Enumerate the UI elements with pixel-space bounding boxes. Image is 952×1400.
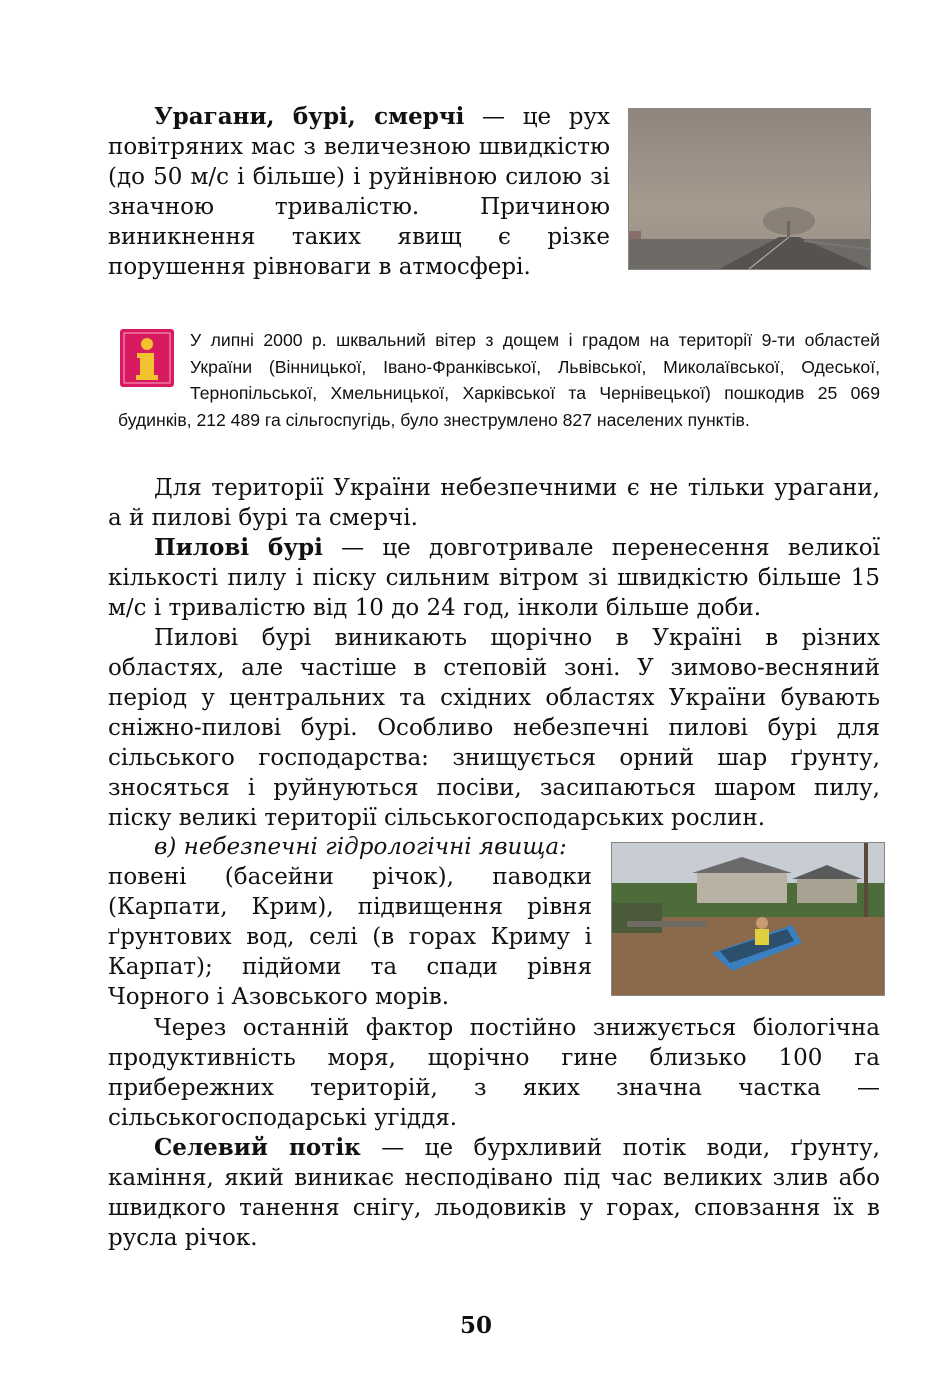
hurricanes-paragraph xyxy=(108,102,610,282)
dust-regions-paragraph: Пилові бурі виникають щорічно в Україні в різних областях, але частіше в степовій зоні. У зимово-весняний період у центральних та східних областях України бувають сніжно-пилові бурі. Особливо небезпечні пилові бурі для сільського господарства: знищується орний шар ґрунту, зносяться і руйнуються посіви, засипаються шаром пилу, піску великі території сільськогосподарських рослин. xyxy=(108,625,880,831)
dust-storm-photo xyxy=(628,108,871,270)
info-text: У липні 2000 р. шквальний вітер з дощем і градом на території 9-ти областей України (Вінницької, Івано-Франківської, Львівської, Миколаївської, Одеської, Тернопільської, Хмельницької, Харківської та Чернівецької) пошкодив 25 069 будинків, 212 489 га сільгоспугідь, було знеструмлено 827 населених пунктів. xyxy=(118,330,880,430)
hydro-heading-text: в) небезпечні гідрологічні явища: xyxy=(154,834,567,860)
sea-paragraph: Через останній фактор постійно знижується біологічна продуктивність моря, щорічно гине близько 100 га прибережних територій, з яких значна частка — сільськогосподарські угіддя. xyxy=(108,1015,880,1131)
hurricanes-term: Урагани, бурі, смерчі xyxy=(154,103,465,130)
danger-paragraph: Для території України небезпечними є не тільки урагани, а й пилові бурі та смерчі. xyxy=(108,475,880,531)
mudflow-paragraph xyxy=(108,1133,880,1253)
flood-photo xyxy=(611,842,885,996)
hydro-heading xyxy=(108,832,592,862)
hydro-paragraph: повені (басейни річок), паводки (Карпати, Крим), підвищення рівня ґрунтових вод, селі (в горах Криму і Карпат); підйоми та спади рівня Чорного і Азовського морів. xyxy=(108,864,592,1010)
dust-storm-image xyxy=(629,109,870,269)
dust-storm-text: — це довготривале перенесення великої кількості пилу і піску сильним вітром зі швидкістю більше 15 м/с і тривалістю від 10 до 24 год, інколи більше доби. xyxy=(108,535,880,621)
info-box xyxy=(118,327,880,433)
mudflow-text: — це бурхливий потік води, ґрунту, каміння, який виникає несподівано під час великих злив або швидкого танення снігу, льодовиків у горах, сповзання їх в русла річок. xyxy=(108,1135,880,1251)
dust-storm-paragraph xyxy=(108,533,880,623)
page-number: 50 xyxy=(459,1312,492,1339)
info-i-icon xyxy=(120,329,174,387)
hurricanes-text: — це рух повітряних мас з величезною швидкістю (до 50 м/с і більше) і руйнівною силою зі значною тривалістю. Причиною виникнення таких явищ є різке порушення рівноваги в атмосфері. xyxy=(108,104,610,280)
mudflow-term: Селевий потік xyxy=(154,1134,361,1161)
flood-image xyxy=(612,843,884,995)
dust-storm-term: Пилові бурі xyxy=(154,534,323,561)
